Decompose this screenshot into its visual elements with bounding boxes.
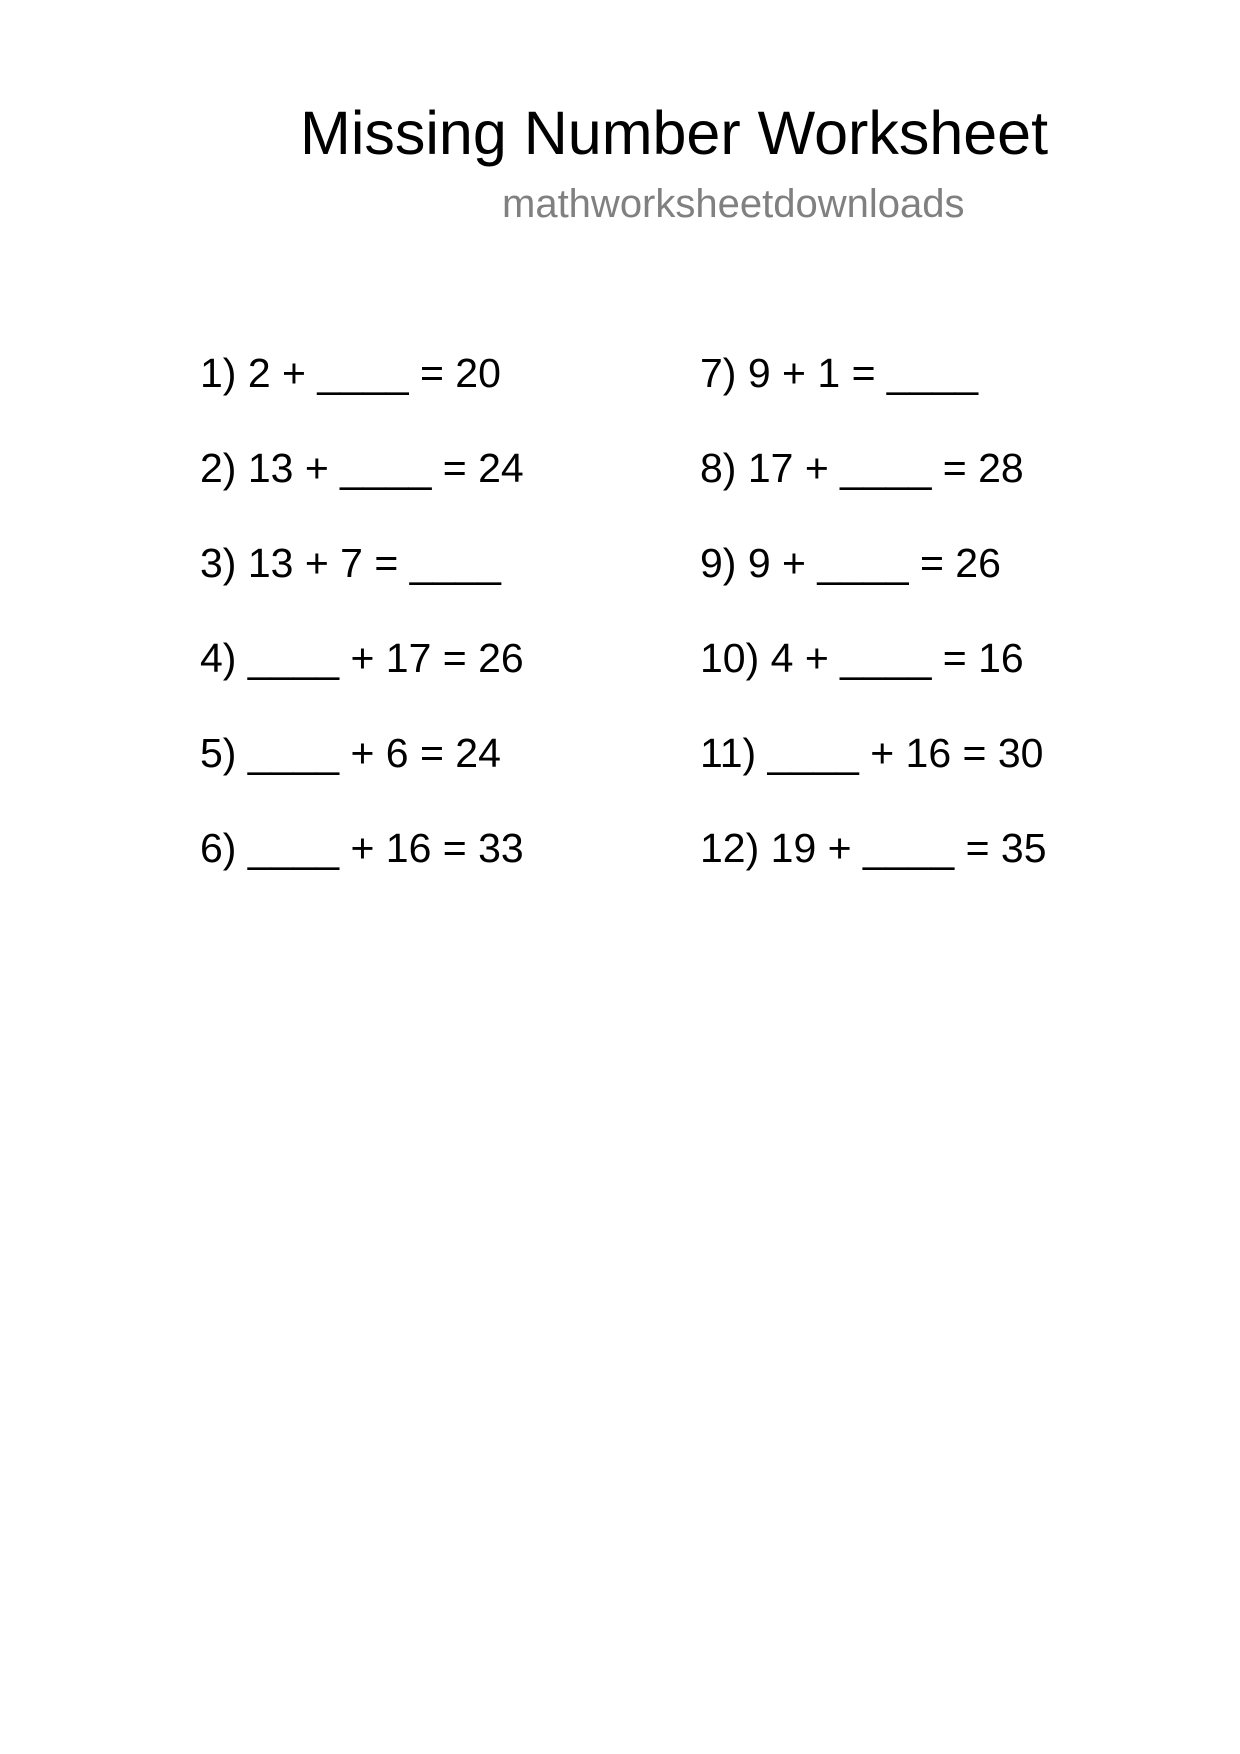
- problem-3: 3) 13 + 7 = ____: [200, 540, 501, 586]
- problem-11: 11) ____ + 16 = 30: [700, 730, 1044, 776]
- worksheet-source: mathworksheetdownloads: [502, 182, 965, 226]
- problem-6: 6) ____ + 16 = 33: [200, 825, 524, 871]
- problem-5: 5) ____ + 6 = 24: [200, 730, 501, 776]
- problem-4: 4) ____ + 17 = 26: [200, 635, 524, 681]
- worksheet-title: Missing Number Worksheet: [300, 99, 1049, 167]
- problem-9: 9) 9 + ____ = 26: [700, 540, 1001, 586]
- problem-1: 1) 2 + ____ = 20: [200, 350, 501, 396]
- problem-7: 7) 9 + 1 = ____: [700, 350, 979, 396]
- problem-10: 10) 4 + ____ = 16: [700, 635, 1024, 681]
- problem-12: 12) 19 + ____ = 35: [700, 825, 1047, 871]
- problem-2: 2) 13 + ____ = 24: [200, 445, 524, 491]
- problem-8: 8) 17 + ____ = 28: [700, 445, 1024, 491]
